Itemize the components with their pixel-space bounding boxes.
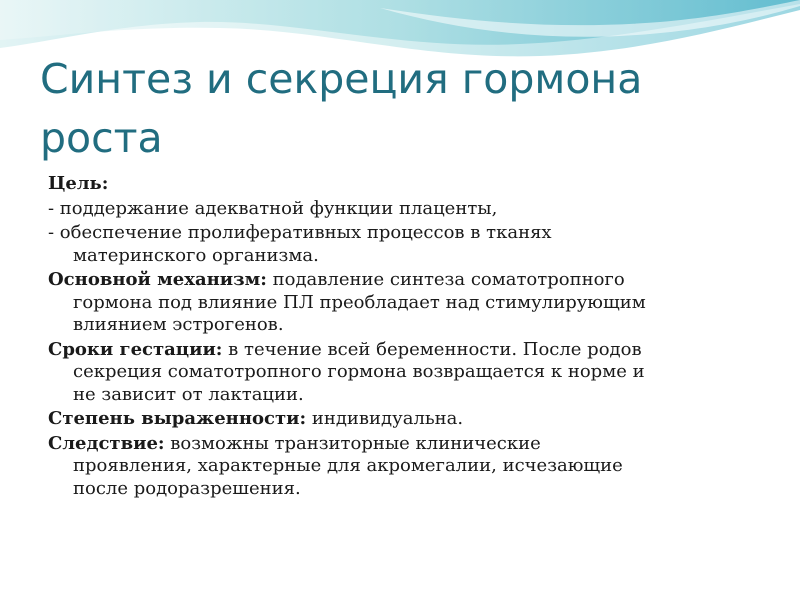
goal-item-2-cont: материнского организма.	[73, 244, 319, 266]
goal-item-2: - обеспечение пролиферативных процессов в тканях	[48, 222, 552, 243]
slide-title-line-2: роста	[40, 114, 163, 162]
gestation-cont-1: секреция соматотропного гормона возвращается к норме и	[73, 361, 645, 382]
goal-item-1: - поддержание адекватной функции плаценты,	[48, 197, 498, 219]
consequence-cont-1: проявления, характерные для акромегалии, исчезающие	[73, 455, 623, 476]
severity-paragraph	[48, 408, 758, 431]
slide-title	[40, 50, 760, 168]
consequence-label: Следствие:	[48, 432, 165, 454]
gestation-label: Сроки гестации:	[48, 338, 223, 360]
severity-label: Степень выраженности:	[48, 408, 307, 429]
goal-heading	[48, 173, 758, 196]
gestation-cont-2: не зависит от лактации.	[73, 383, 304, 405]
gestation-paragraph	[48, 339, 758, 362]
gestation-text: в течение всей беременности. После родов	[222, 338, 642, 360]
severity-text: индивидуальна.	[306, 408, 464, 429]
goal-label: Цель:	[48, 173, 109, 194]
consequence-paragraph	[48, 433, 758, 456]
mechanism-text: подавление синтеза соматотропного	[266, 269, 625, 290]
consequence-text: возможны транзиторные клинические	[164, 432, 541, 454]
mechanism-cont-1: гормона под влияние ПЛ преобладает над стимулирующим	[73, 291, 646, 313]
mechanism-label: Основной механизм:	[48, 269, 267, 290]
mechanism-paragraph	[48, 269, 758, 292]
slide-body	[48, 173, 758, 502]
slide-title-line-1: Синтез и секреция гормона	[40, 55, 643, 103]
consequence-cont-2: после родоразрешения.	[73, 477, 301, 499]
mechanism-cont-2: влиянием эстрогенов.	[73, 314, 284, 335]
